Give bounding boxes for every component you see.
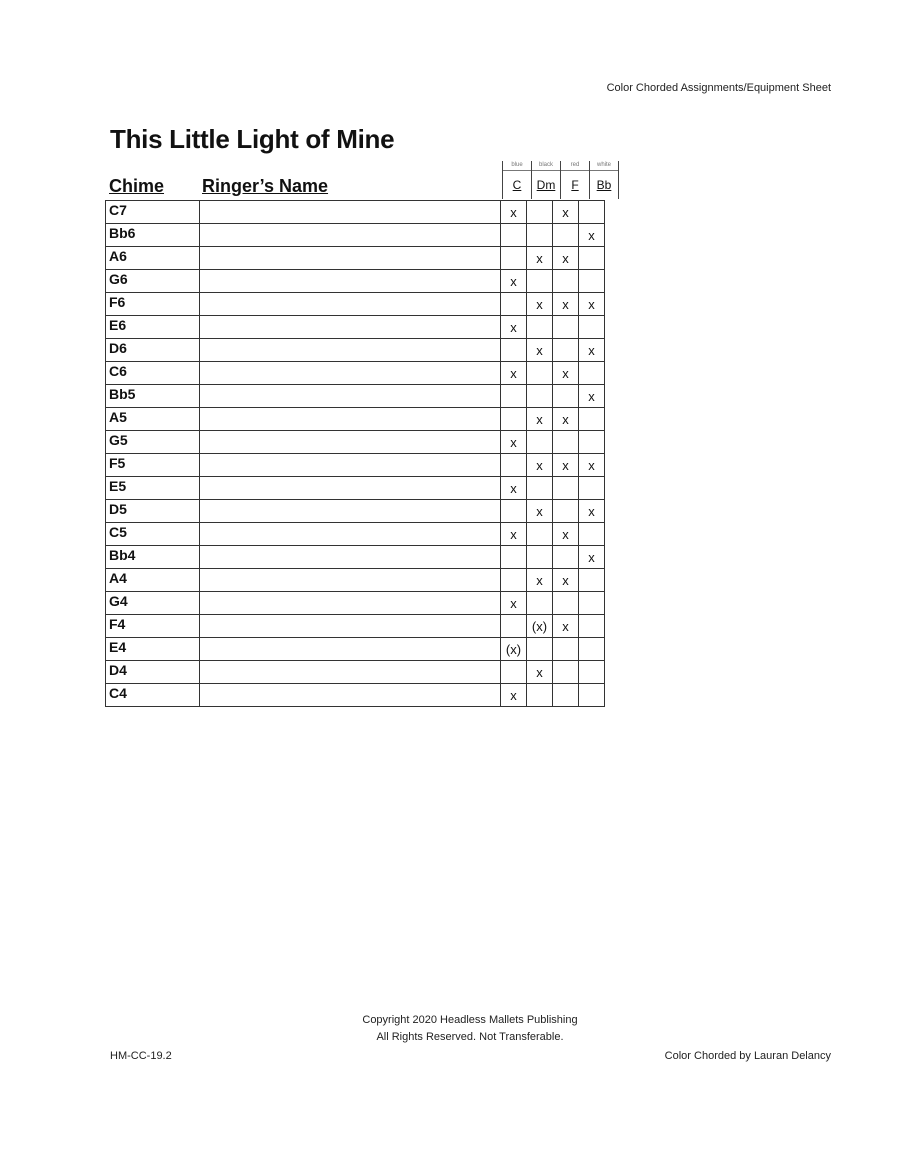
chord-mark-cell: x <box>501 431 527 454</box>
table-row <box>106 500 605 523</box>
chord-mark-cell: x <box>527 454 553 477</box>
chord-mark-cell: x <box>553 615 579 638</box>
table-row <box>106 339 605 362</box>
table-row <box>106 477 605 500</box>
chord-mark-cell <box>501 293 527 316</box>
ringer-name-cell[interactable] <box>200 224 501 247</box>
chord-name-label: Bb <box>596 178 612 192</box>
chime-column-header: Chime <box>109 176 165 196</box>
chord-mark-cell <box>579 270 605 293</box>
chime-note-cell: G6 <box>106 270 200 293</box>
chime-note-cell: Bb4 <box>106 546 200 569</box>
table-row <box>106 592 605 615</box>
chord-header-2 <box>561 161 590 199</box>
chord-mark-cell <box>527 523 553 546</box>
chord-mark-cell: x <box>501 523 527 546</box>
table-row <box>106 684 605 707</box>
chime-note-cell: Bb5 <box>106 385 200 408</box>
ringer-name-cell[interactable] <box>200 523 501 546</box>
table-row <box>106 362 605 385</box>
chord-mark-cell <box>553 339 579 362</box>
ringer-name-cell[interactable] <box>200 339 501 362</box>
table-row <box>106 270 605 293</box>
chord-mark-cell <box>527 224 553 247</box>
chord-mark-cell <box>501 408 527 431</box>
chord-mark-cell <box>501 224 527 247</box>
chord-mark-cell: x <box>527 408 553 431</box>
chord-mark-cell <box>501 569 527 592</box>
chord-mark-cell <box>579 247 605 270</box>
chime-note-cell: D4 <box>106 661 200 684</box>
chord-header-1 <box>532 161 561 199</box>
ringer-name-cell[interactable] <box>200 477 501 500</box>
chord-mark-cell: x <box>579 546 605 569</box>
chord-mark-cell: x <box>527 293 553 316</box>
chord-mark-cell <box>579 638 605 661</box>
ringer-name-cell[interactable] <box>200 270 501 293</box>
table-row <box>106 201 605 224</box>
table-row <box>106 638 605 661</box>
sheet-label: Color Chorded Assignments/Equipment Sheet <box>606 82 831 94</box>
copyright-block <box>0 1012 900 1046</box>
chord-mark-cell: x <box>579 500 605 523</box>
chord-mark-cell: (x) <box>527 615 553 638</box>
table-row <box>106 224 605 247</box>
chord-color-label: red <box>561 161 589 171</box>
table-row <box>106 316 605 339</box>
ringer-name-cell[interactable] <box>200 454 501 477</box>
chord-mark-cell: x <box>579 224 605 247</box>
chord-mark-cell <box>579 523 605 546</box>
chord-name-label: C <box>512 178 522 192</box>
chord-color-label: white <box>590 161 618 171</box>
page-title: This Little Light of Mine <box>110 124 395 154</box>
chord-mark-cell: x <box>501 270 527 293</box>
chord-mark-cell <box>579 316 605 339</box>
ringer-name-cell[interactable] <box>200 661 501 684</box>
table-row <box>106 615 605 638</box>
chime-note-cell: E6 <box>106 316 200 339</box>
chord-mark-cell: x <box>579 339 605 362</box>
chime-note-cell: F4 <box>106 615 200 638</box>
table-row <box>106 293 605 316</box>
chord-mark-cell: x <box>579 293 605 316</box>
table-row <box>106 546 605 569</box>
ringer-name-cell[interactable] <box>200 684 501 707</box>
chord-mark-cell: x <box>553 523 579 546</box>
chord-mark-cell <box>579 661 605 684</box>
chord-mark-cell <box>553 316 579 339</box>
chime-note-cell: A4 <box>106 569 200 592</box>
chord-mark-cell <box>501 615 527 638</box>
ringer-name-cell[interactable] <box>200 546 501 569</box>
ringer-name-cell[interactable] <box>200 316 501 339</box>
ringer-name-cell[interactable] <box>200 293 501 316</box>
chord-header-3 <box>590 161 619 199</box>
chord-mark-cell <box>527 385 553 408</box>
table-row <box>106 523 605 546</box>
chord-mark-cell: x <box>501 201 527 224</box>
chime-note-cell: F6 <box>106 293 200 316</box>
chord-mark-cell <box>579 201 605 224</box>
chord-mark-cell <box>553 684 579 707</box>
chime-note-cell: G4 <box>106 592 200 615</box>
chime-note-cell: A6 <box>106 247 200 270</box>
chord-mark-cell <box>527 362 553 385</box>
chord-mark-cell <box>553 270 579 293</box>
chime-note-cell: D6 <box>106 339 200 362</box>
chord-mark-cell: x <box>579 454 605 477</box>
chord-mark-cell <box>501 339 527 362</box>
rights-text: All Rights Reserved. Not Transferable. <box>376 1031 564 1043</box>
chord-mark-cell: x <box>553 201 579 224</box>
chord-mark-cell <box>579 684 605 707</box>
chord-mark-cell <box>527 592 553 615</box>
chord-mark-cell: x <box>553 569 579 592</box>
chord-mark-cell <box>579 362 605 385</box>
chime-note-cell: E4 <box>106 638 200 661</box>
chord-mark-cell: x <box>527 247 553 270</box>
ringer-name-cell[interactable] <box>200 500 501 523</box>
chime-note-cell: F5 <box>106 454 200 477</box>
chord-mark-cell <box>527 546 553 569</box>
assignment-table <box>105 200 605 707</box>
chord-mark-cell <box>501 454 527 477</box>
table-row <box>106 431 605 454</box>
chord-mark-cell <box>527 270 553 293</box>
chord-mark-cell <box>501 247 527 270</box>
chord-mark-cell <box>579 592 605 615</box>
chime-note-cell: G5 <box>106 431 200 454</box>
chord-mark-cell: x <box>501 684 527 707</box>
chord-mark-cell: x <box>579 385 605 408</box>
chime-note-cell: A5 <box>106 408 200 431</box>
chime-note-cell: D5 <box>106 500 200 523</box>
chime-note-cell: C4 <box>106 684 200 707</box>
ringer-name-cell[interactable] <box>200 362 501 385</box>
chord-mark-cell: x <box>501 316 527 339</box>
chord-color-label: black <box>532 161 560 171</box>
chord-mark-cell: x <box>501 362 527 385</box>
ringer-name-cell[interactable] <box>200 592 501 615</box>
chord-mark-cell <box>553 431 579 454</box>
chime-note-cell: C5 <box>106 523 200 546</box>
chord-mark-cell <box>553 546 579 569</box>
ringer-name-cell[interactable] <box>200 408 501 431</box>
chord-mark-cell: x <box>553 293 579 316</box>
chime-note-cell: C6 <box>106 362 200 385</box>
chord-mark-cell <box>553 592 579 615</box>
chord-mark-cell: x <box>527 339 553 362</box>
chord-header-row <box>502 161 619 199</box>
ringer-name-column-header: Ringer’s Name <box>202 176 329 196</box>
table-row <box>106 569 605 592</box>
chord-mark-cell <box>553 477 579 500</box>
arranger-credit: Color Chorded by Lauran Delancy <box>664 1050 831 1062</box>
chord-mark-cell: x <box>501 477 527 500</box>
chord-mark-cell: (x) <box>501 638 527 661</box>
chord-name-label: Dm <box>536 178 556 192</box>
chord-mark-cell <box>527 684 553 707</box>
chord-header-0 <box>503 161 532 199</box>
chord-mark-cell <box>553 500 579 523</box>
chord-color-label: blue <box>503 161 531 171</box>
table-row <box>106 454 605 477</box>
ringer-name-cell[interactable] <box>200 615 501 638</box>
chord-mark-cell <box>579 477 605 500</box>
copyright-text: Copyright 2020 Headless Mallets Publishing <box>362 1014 578 1026</box>
chord-mark-cell <box>553 661 579 684</box>
chord-mark-cell: x <box>527 500 553 523</box>
chime-note-cell: C7 <box>106 201 200 224</box>
chord-mark-cell <box>553 385 579 408</box>
chord-mark-cell <box>553 224 579 247</box>
chord-mark-cell <box>527 638 553 661</box>
chord-mark-cell <box>579 431 605 454</box>
chime-note-cell: E5 <box>106 477 200 500</box>
chord-name-label: F <box>571 178 579 192</box>
chord-mark-cell <box>579 408 605 431</box>
chord-mark-cell <box>501 661 527 684</box>
chord-mark-cell: x <box>553 247 579 270</box>
ringer-name-cell[interactable] <box>200 385 501 408</box>
ringer-name-cell[interactable] <box>200 201 501 224</box>
catalog-code: HM-CC-19.2 <box>110 1050 172 1062</box>
chord-mark-cell <box>579 569 605 592</box>
chord-mark-cell <box>527 431 553 454</box>
chord-mark-cell <box>501 546 527 569</box>
chord-mark-cell <box>501 500 527 523</box>
ringer-name-cell[interactable] <box>200 431 501 454</box>
chord-mark-cell: x <box>553 362 579 385</box>
ringer-name-cell[interactable] <box>200 247 501 270</box>
chord-mark-cell: x <box>553 408 579 431</box>
ringer-name-cell[interactable] <box>200 638 501 661</box>
chord-mark-cell <box>501 385 527 408</box>
chord-mark-cell <box>527 316 553 339</box>
ringer-name-cell[interactable] <box>200 569 501 592</box>
table-row <box>106 408 605 431</box>
chord-mark-cell <box>579 615 605 638</box>
chord-mark-cell: x <box>501 592 527 615</box>
table-row <box>106 247 605 270</box>
chord-mark-cell <box>553 638 579 661</box>
table-row <box>106 661 605 684</box>
chord-mark-cell <box>527 477 553 500</box>
chord-mark-cell: x <box>527 569 553 592</box>
chord-mark-cell: x <box>527 661 553 684</box>
table-row <box>106 385 605 408</box>
chime-note-cell: Bb6 <box>106 224 200 247</box>
chord-mark-cell: x <box>553 454 579 477</box>
chord-mark-cell <box>527 201 553 224</box>
